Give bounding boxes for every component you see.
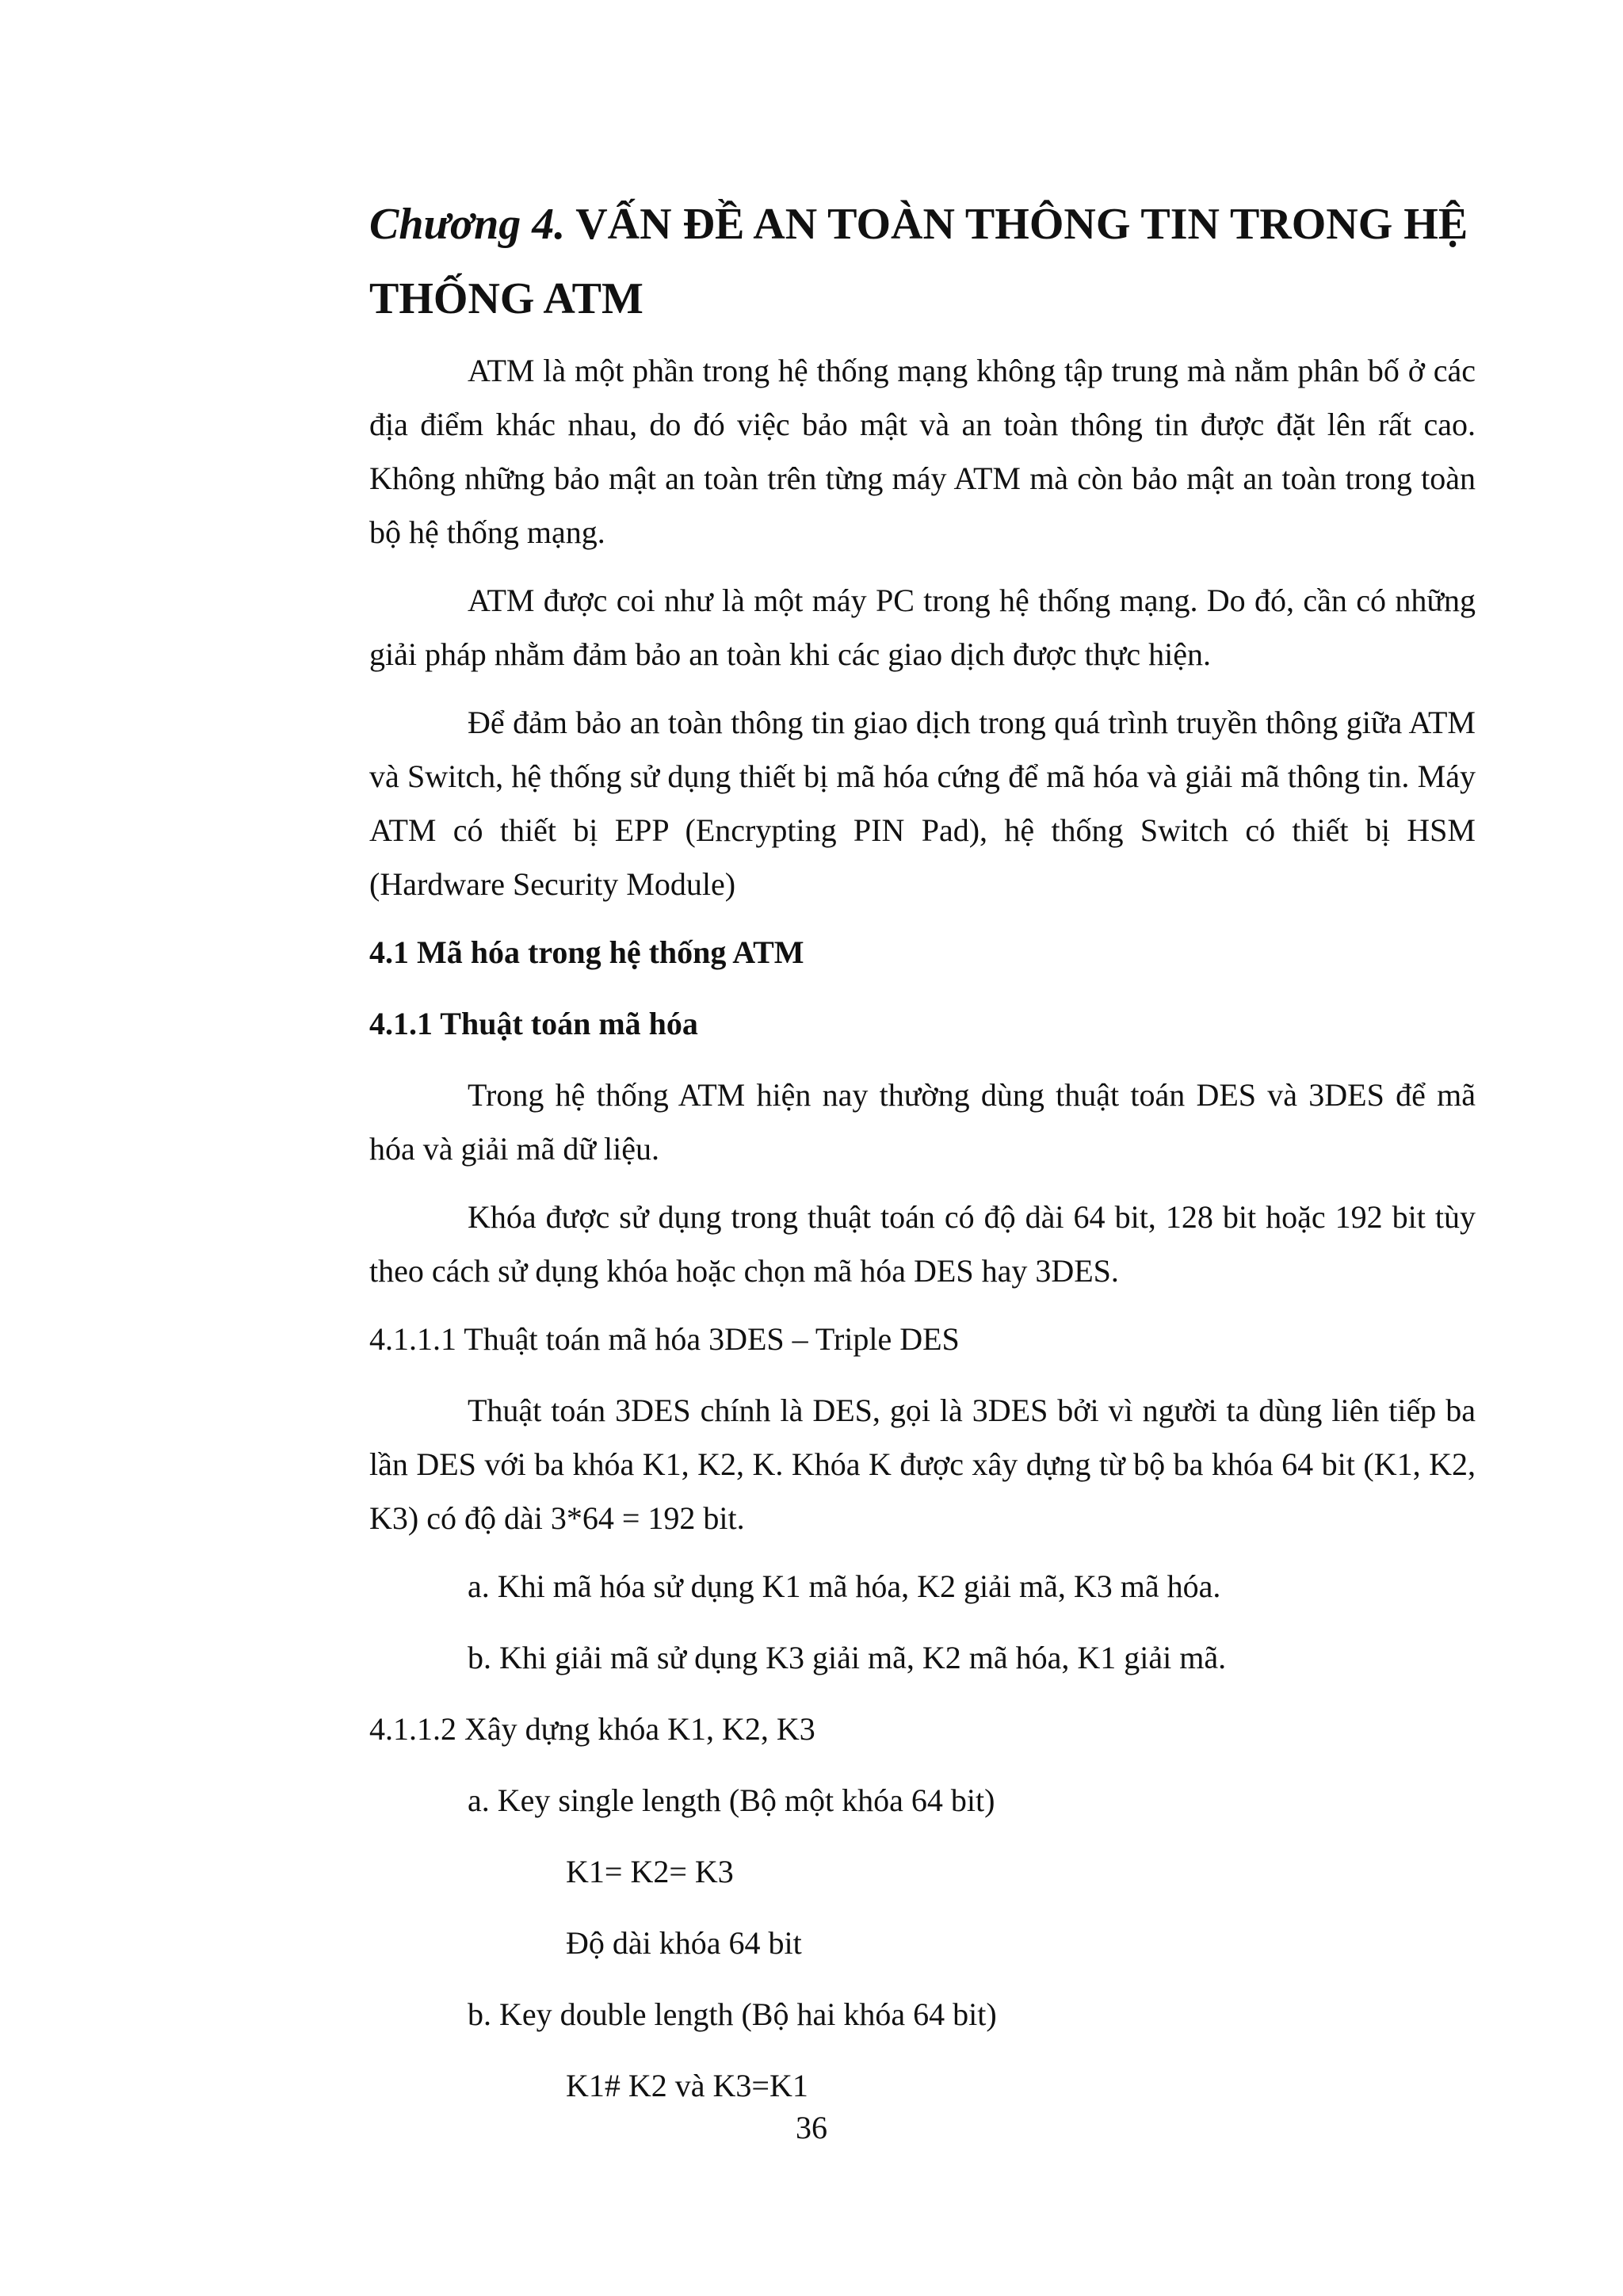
chapter-prefix: Chương 4. [369,200,566,249]
chapter-title [369,187,1476,336]
section-heading-4-1-1-1: 4.1.1.1 Thuật toán mã hóa 3DES – Triple DES [369,1321,960,1357]
section-heading-4-1-1-2: 4.1.1.2 Xây dựng khóa K1, K2, K3 [369,1711,815,1747]
formula-double-equal: K1# K2 và K3=K1 [566,2068,808,2103]
text-single-key-size: Độ dài khóa 64 bit [566,1925,802,1961]
paragraph-3des-description: Thuật toán 3DES chính là DES, gọi là 3DES bởi vì người ta dùng liên tiếp ba lần DES với ba khóa K1, K2, K. Khóa K được xây dựng từ bộ ba khóa 64 bit (K1, K2, K3) có độ dài 3*64 = 192 bit. [369,1392,1476,1536]
list-item-decrypt: b. Khi giải mã sử dụng K3 giải mã, K2 mã hóa, K1 giải mã. [468,1640,1227,1675]
page-number: 36 [796,2110,827,2145]
list-item-double-length: b. Key double length (Bộ hai khóa 64 bit) [468,1996,997,2032]
paragraph-atm-overview: ATM là một phần trong hệ thống mạng không tập trung mà nằm phân bố ở các địa điểm khác nhau, do đó việc bảo mật và an toàn thông tin được đặt lên rất cao. Không những bảo mật an toàn trên từng máy ATM mà còn bảo mật an toàn trong toàn bộ hệ thống mạng. [369,353,1476,550]
page-content [369,187,1476,2130]
formula-single-equal: K1= K2= K3 [566,1854,734,1889]
list-item-single-length: a. Key single length (Bộ một khóa 64 bit) [468,1782,995,1818]
list-item-encrypt: a. Khi mã hóa sử dụng K1 mã hóa, K2 giải mã, K3 mã hóa. [468,1568,1221,1604]
paragraph-security-devices: Để đảm bảo an toàn thông tin giao dịch trong quá trình truyền thông giữa ATM và Switch, hệ thống sử dụng thiết bị mã hóa cứng để mã hóa và giải mã thông tin. Máy ATM có thiết bị EPP (Encrypting PIN Pad), hệ thống Switch có thiết bị HSM (Hardware Security Module) [369,705,1476,902]
paragraph-des-usage: Trong hệ thống ATM hiện nay thường dùng thuật toán DES và 3DES để mã hóa và giải mã dữ liệu. [369,1077,1476,1167]
section-heading-4-1-1: 4.1.1 Thuật toán mã hóa [369,1006,698,1041]
chapter-heading-text: VẤN ĐỀ AN TOÀN THÔNG TIN TRONG HỆ THỐNG ATM [369,200,1468,323]
paragraph-atm-pc: ATM được coi như là một máy PC trong hệ thống mạng. Do đó, cần có những giải pháp nhằm đảm bảo an toàn khi các giao dịch được thực hiện. [369,583,1476,672]
paragraph-key-length: Khóa được sử dụng trong thuật toán có độ dài 64 bit, 128 bit hoặc 192 bit tùy theo cách sử dụng khóa hoặc chọn mã hóa DES hay 3DES. [369,1199,1476,1289]
section-heading-4-1: 4.1 Mã hóa trong hệ thống ATM [369,934,804,970]
